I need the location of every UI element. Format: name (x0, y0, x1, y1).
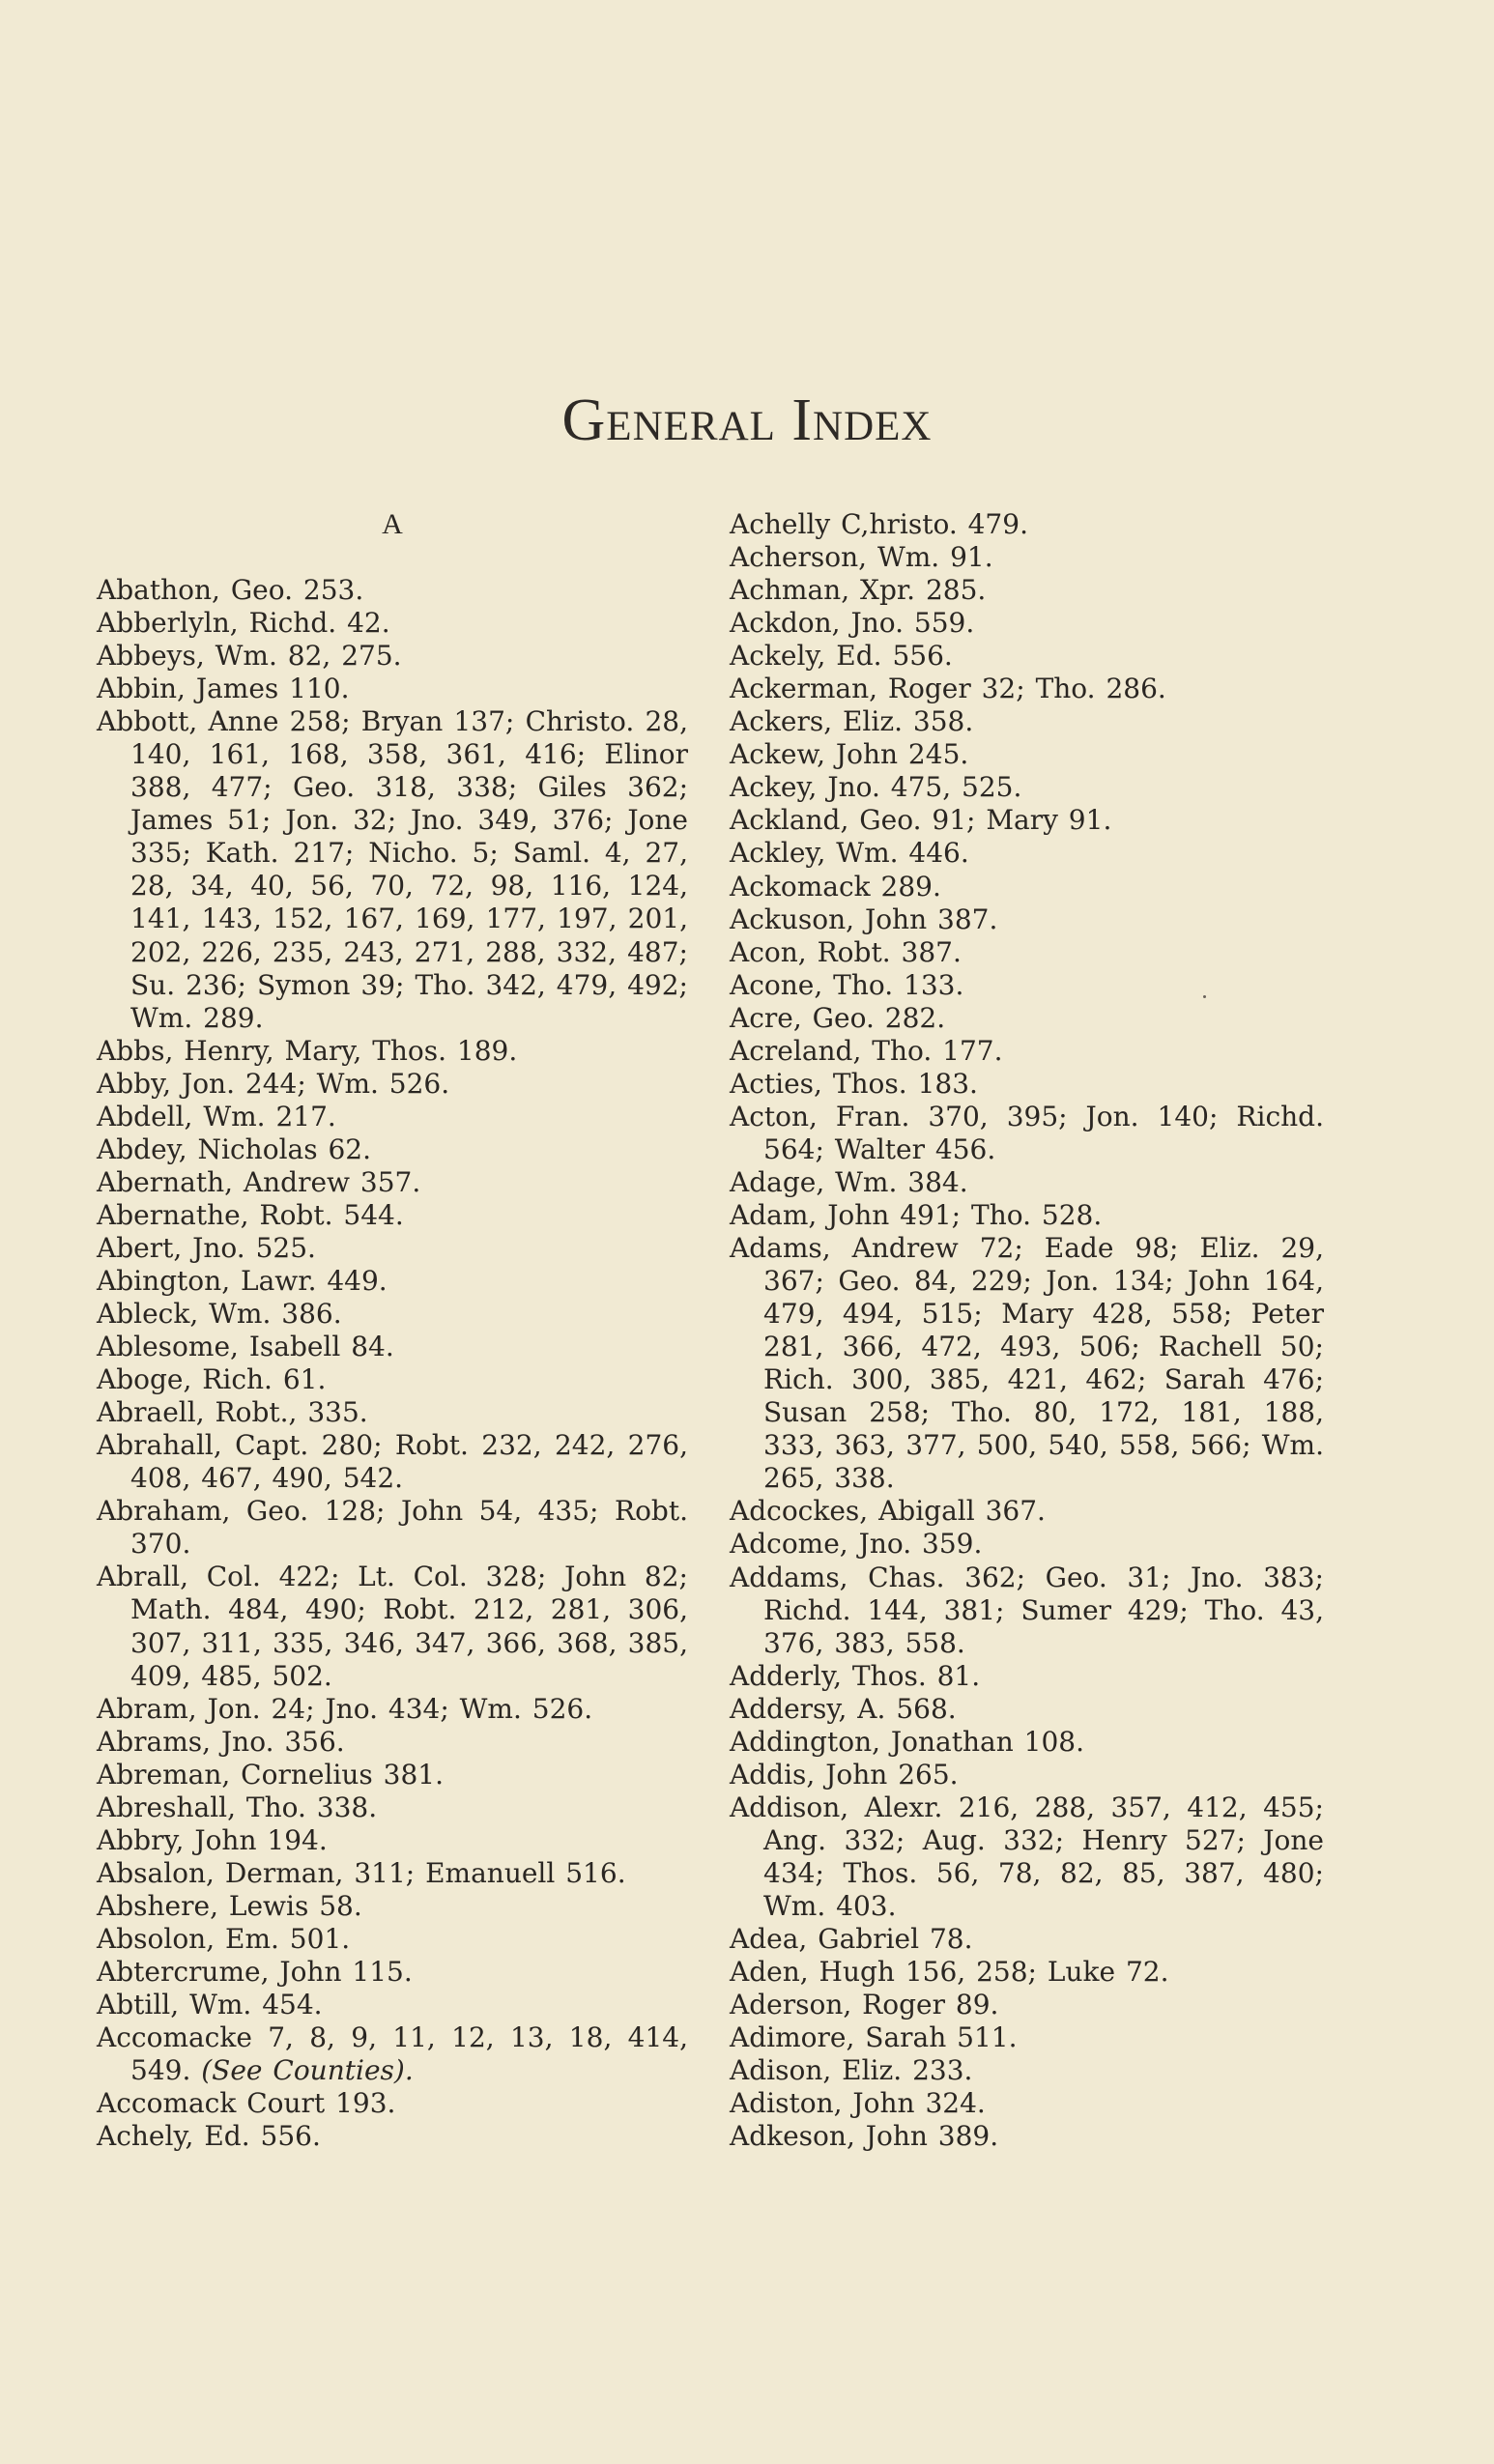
index-entry (97, 1989, 688, 2021)
index-entry-text: Aderson, Roger 89. (730, 1989, 999, 2021)
index-entry (97, 1331, 688, 1363)
index-entry (97, 1166, 688, 1199)
index-entry (730, 2054, 1324, 2087)
index-entry (730, 574, 1324, 607)
index-entry (730, 673, 1324, 705)
index-entry (97, 2120, 688, 2153)
index-entry (730, 1199, 1324, 1232)
index-entry-text: Abtercrume, John 115. (97, 1955, 413, 1988)
index-entry (730, 1495, 1324, 1528)
index-entry (730, 1693, 1324, 1726)
index-entry-text: Ackuson, John 387. (730, 903, 998, 935)
index-entry-text: Acreland, Tho. 177. (730, 1034, 1003, 1067)
index-entry-text: Achman, Xpr. 285. (730, 574, 987, 607)
index-entry-text: Ackely, Ed. 556. (730, 640, 953, 673)
index-entry-text: Abbry, John 194. (97, 1823, 328, 1856)
index-entry (97, 1857, 688, 1890)
index-entry (97, 1133, 688, 1166)
index-entry (730, 871, 1324, 903)
index-entry (730, 2087, 1324, 2120)
index-entry-text: Ackey, Jno. 475, 525. (730, 771, 1022, 804)
index-entry (97, 1495, 688, 1561)
index-entry-text: Absalon, Derman, 311; Emanuell 516. (97, 1856, 626, 1889)
index-entry-text: Addams, Chas. 362; Geo. 31; Jno. 383; Richd. 144, 381; Sumer 429; Tho. 43, 376, 383, 558. (730, 1561, 1324, 1659)
index-entry (97, 607, 688, 640)
index-entry (730, 1923, 1324, 1956)
index-entry-text: Ableck, Wm. 386. (97, 1298, 342, 1331)
index-entry (730, 1232, 1324, 1495)
index-entry-text: Acon, Robt. 387. (730, 935, 962, 968)
index-entry (97, 1791, 688, 1824)
index-entry (730, 1035, 1324, 1068)
index-entry (97, 2087, 688, 2120)
index-entry (97, 1035, 688, 1068)
index-entry-text: Adage, Wm. 384. (730, 1165, 968, 1198)
section-letter: A (382, 508, 403, 540)
index-entry-text: Acton, Fran. 370, 395; Jon. 140; Richd. 564; Walter 456. (730, 1100, 1324, 1165)
index-column-right (730, 508, 1324, 2153)
index-entry (730, 1166, 1324, 1199)
index-entry-text: Ackers, Eliz. 358. (730, 705, 974, 738)
index-entry (97, 1298, 688, 1331)
index-entry (97, 1396, 688, 1429)
index-entry (97, 1265, 688, 1298)
index-entry-text: Accomack Court 193. (97, 2087, 396, 2120)
index-entry (730, 1759, 1324, 1791)
index-entry-text: Acre, Geo. 282. (730, 1001, 946, 1034)
index-entry-text: Acties, Thos. 183. (730, 1067, 978, 1100)
index-entry (97, 1759, 688, 1791)
index-entry-text: Abtill, Wm. 454. (97, 1989, 323, 2021)
index-entry (730, 804, 1324, 837)
index-entry (730, 1726, 1324, 1759)
index-entry-text: Addis, John 265. (730, 1758, 959, 1791)
index-entry (97, 1232, 688, 1265)
index-entry-text: Adkeson, John 389. (730, 2120, 999, 2153)
index-entry-text: Abrahall, Capt. 280; Robt. 232, 242, 276, 408, 467, 490, 542. (97, 1429, 688, 1495)
index-entry (730, 1989, 1324, 2021)
index-entry (97, 640, 688, 673)
index-entry (97, 1693, 688, 1726)
index-entry (97, 1363, 688, 1396)
index-entry (730, 1002, 1324, 1035)
index-entry (730, 640, 1324, 673)
index-entry-text: Abrall, Col. 422; Lt. Col. 328; John 82; Math. 484, 490; Robt. 212, 281, 306, 307, 311, 335, 346, 347, 366, 368, 385, 409, 485, 502. (97, 1561, 688, 1692)
index-entry (730, 508, 1324, 541)
index-entry (97, 1824, 688, 1857)
index-entry (97, 574, 688, 607)
index-entry-text: Abraell, Robt., 335. (97, 1396, 368, 1429)
index-entry-text: Ackley, Wm. 446. (730, 837, 969, 870)
index-entry (97, 1101, 688, 1133)
index-entry-text: Aden, Hugh 156, 258; Luke 72. (730, 1956, 1169, 1989)
index-entry (97, 1068, 688, 1101)
index-entry-text: Ackew, John 245. (730, 738, 969, 771)
index-entry-text: Addersy, A. 568. (730, 1692, 957, 1725)
speck-mark (1203, 995, 1206, 998)
see-reference: (See Counties). (201, 2054, 414, 2087)
index-entry-text: Achelly C,hristo. 479. (730, 508, 1028, 540)
index-entry (730, 1561, 1324, 1660)
index-entry (730, 738, 1324, 771)
index-entry-text: Adderly, Thos. 81. (730, 1659, 981, 1692)
index-entry-text: Acherson, Wm. 91. (730, 541, 993, 574)
index-entry-text: Adams, Andrew 72; Eade 98; Eliz. 29, 367; Geo. 84, 229; Jon. 134; John 164, 479, 494, 515; Mary 428, 558; Peter 281, 366, 472, 493, 506; Rachell 50; Rich. 300, 385, 421, 462; Sarah 476; Susan 258; Tho. 80, 172, 181, 188, 333, 363, 377, 500, 540, 558, 566; Wm. 265, 338. (730, 1232, 1324, 1495)
index-entry (730, 2021, 1324, 2054)
index-entry-text: Achely, Ed. 556. (97, 2120, 321, 2153)
index-entry-text: Abram, Jon. 24; Jno. 434; Wm. 526. (97, 1692, 593, 1725)
index-entry-text: Abbin, James 110. (97, 673, 350, 705)
index-entry (730, 1660, 1324, 1693)
index-entry-text: Adam, John 491; Tho. 528. (730, 1198, 1103, 1231)
index-entry-text: Abraham, Geo. 128; John 54, 435; Robt. 370. (97, 1495, 688, 1561)
index-entry-text: Acone, Tho. 133. (730, 968, 964, 1001)
index-entry-text: Abreshall, Tho. 338. (97, 1791, 378, 1823)
index-entry-text: Ackerman, Roger 32; Tho. 286. (730, 673, 1166, 705)
index-entry-text: Abby, Jon. 244; Wm. 526. (97, 1067, 450, 1100)
index-entry (730, 936, 1324, 969)
index-entry-text: Abernath, Andrew 357. (97, 1165, 421, 1198)
index-entry (730, 1528, 1324, 1561)
index-entry (97, 1199, 688, 1232)
index-entry (730, 1101, 1324, 1166)
index-entry-text: Abreman, Cornelius 381. (97, 1758, 445, 1791)
index-entry-text: Accomacke 7, 8, 9, 11, 12, 13, 18, 414, 549. (97, 2021, 688, 2087)
index-entry-text: Abernathe, Robt. 544. (97, 1198, 404, 1231)
index-entry-text: Abert, Jno. 525. (97, 1231, 316, 1264)
entry-list-right (730, 508, 1324, 2153)
index-entry (97, 1956, 688, 1989)
index-column-left (97, 508, 688, 2153)
index-entry (97, 1429, 688, 1495)
index-entry (730, 705, 1324, 738)
index-entry (730, 837, 1324, 870)
index-entry-text: Ackland, Geo. 91; Mary 91. (730, 804, 1112, 837)
index-entry (730, 2120, 1324, 2153)
index-entry-text: Addington, Jonathan 108. (730, 1725, 1084, 1758)
index-entry (97, 705, 688, 1034)
index-entry-text: Abbs, Henry, Mary, Thos. 189. (97, 1034, 518, 1067)
index-entry-text: Addison, Alexr. 216, 288, 357, 412, 455; Ang. 332; Aug. 332; Henry 527; Jone 434; Thos. 56, 78, 82, 85, 387, 480; Wm. 403. (730, 1791, 1324, 1922)
entry-list-left (97, 574, 688, 2153)
index-entry (730, 607, 1324, 640)
index-entry (97, 1890, 688, 1923)
index-entry-text: Absolon, Em. 501. (97, 1922, 351, 1955)
index-entry (730, 1068, 1324, 1101)
index-entry-text: Ackdon, Jno. 559. (730, 607, 975, 640)
index-entry-text: Adison, Eliz. 233. (730, 2054, 973, 2087)
index-entry (97, 673, 688, 705)
index-entry-text: Aboge, Rich. 61. (97, 1363, 327, 1396)
index-entry (730, 969, 1324, 1002)
index-entry-text: Abrams, Jno. 356. (97, 1725, 345, 1758)
index-entry-text: Adea, Gabriel 78. (730, 1923, 973, 1956)
index-entry-text: Abbeys, Wm. 82, 275. (97, 640, 402, 673)
index-entry (730, 771, 1324, 804)
index-entry-text: Ablesome, Isabell 84. (97, 1331, 394, 1363)
index-entry-text: Abathon, Geo. 253. (97, 574, 364, 606)
index-entry-text: Abberlyln, Richd. 42. (97, 607, 390, 640)
index-entry-text: Abbott, Anne 258; Bryan 137; Christo. 28, 140, 161, 168, 358, 361, 416; Elinor 388, 477; Geo. 318, 338; Giles 362; James 51; Jon. 32; Jno. 349, 376; Jone 335; Kath. 217; Nicho. 5; Saml. 4, 27, 28, 34, 40, 56, 70, 72, 98, 116, 124, 141, 143, 152, 167, 169, 177, 197, 201, 202, 226, 235, 243, 271, 288, 332, 487; Su. 236; Symon 39; Tho. 342, 479, 492; Wm. 289. (97, 705, 688, 1034)
index-entry (730, 903, 1324, 936)
index-entry-text: Abdey, Nicholas 62. (97, 1132, 372, 1165)
index-entry-text: Adimore, Sarah 511. (730, 2021, 1018, 2054)
index-entry (97, 1923, 688, 1956)
page-title: General Index (561, 387, 933, 453)
index-entry-text: Adcome, Jno. 359. (730, 1528, 983, 1561)
index-entry-text: Abshere, Lewis 58. (97, 1889, 362, 1922)
index-entry (97, 1726, 688, 1759)
index-entry (730, 1791, 1324, 1923)
index-entry (730, 541, 1324, 574)
index-entry-text: Ackomack 289. (730, 870, 941, 903)
index-entry-text: Abdell, Wm. 217. (97, 1100, 336, 1132)
index-entry (97, 2021, 688, 2087)
index-entry-text: Abington, Lawr. 449. (97, 1264, 388, 1297)
index-entry (97, 1561, 688, 1692)
index-entry-text: Adiston, John 324. (730, 2087, 986, 2120)
index-entry-text: Adcockes, Abigall 367. (730, 1495, 1046, 1528)
index-entry (730, 1956, 1324, 1989)
